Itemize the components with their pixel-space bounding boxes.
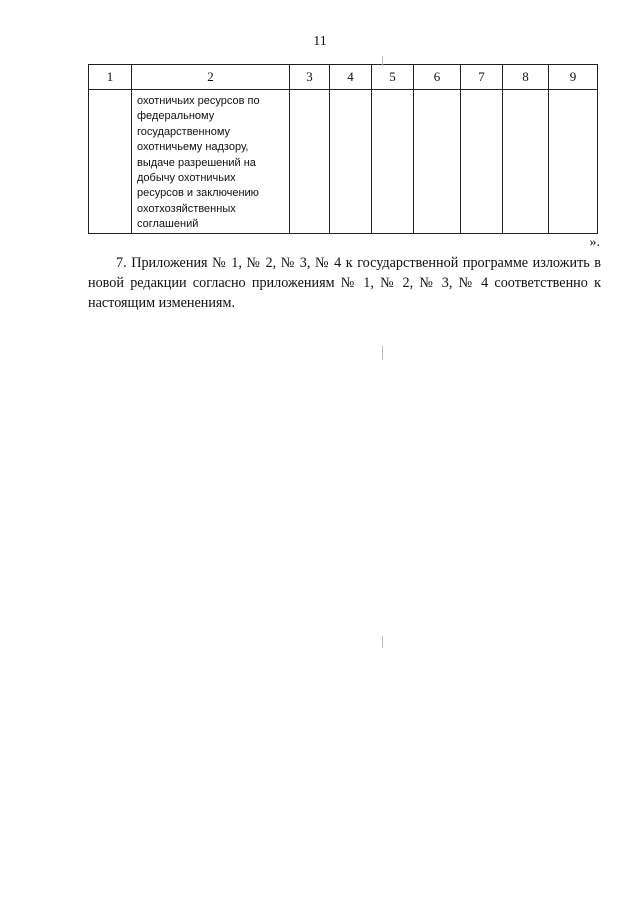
table-cell — [372, 90, 414, 234]
scan-artifact — [382, 56, 383, 66]
table-cell — [132, 90, 290, 234]
table-cell — [503, 90, 549, 234]
column-header: 8 — [503, 65, 549, 90]
page-number: 11 — [313, 34, 327, 49]
closing-quote: ». — [589, 235, 600, 250]
column-header: 9 — [549, 65, 598, 90]
table-row — [89, 90, 598, 234]
column-header: 3 — [290, 65, 330, 90]
column-header: 6 — [414, 65, 461, 90]
table-cell — [290, 90, 330, 234]
scan-artifact — [382, 346, 383, 360]
table-cell — [330, 90, 372, 234]
column-header: 7 — [461, 65, 503, 90]
column-header: 2 — [132, 65, 290, 90]
cell-text: охотничьих ресурсов по федеральному государственному охотничьему надзору, выдаче разрешений на добычу охотничьих ресурсов и заключению охотхозяйственных соглашений — [137, 95, 260, 231]
column-header: 4 — [330, 65, 372, 90]
amendment-paragraph: 7. Приложения № 1, № 2, № 3, № 4 к государственной программе изложить в новой редакции согласно приложениям № 1, № 2, № 3, № 4 соответственно к настоящим изменениям. — [88, 255, 601, 311]
table-header-row — [89, 65, 598, 90]
scan-artifact — [382, 636, 383, 648]
table-cell — [549, 90, 598, 234]
table-cell — [89, 90, 132, 234]
column-header: 1 — [89, 65, 132, 90]
continuation-table — [88, 64, 598, 234]
table-cell — [461, 90, 503, 234]
column-header: 5 — [372, 65, 414, 90]
table-cell — [414, 90, 461, 234]
